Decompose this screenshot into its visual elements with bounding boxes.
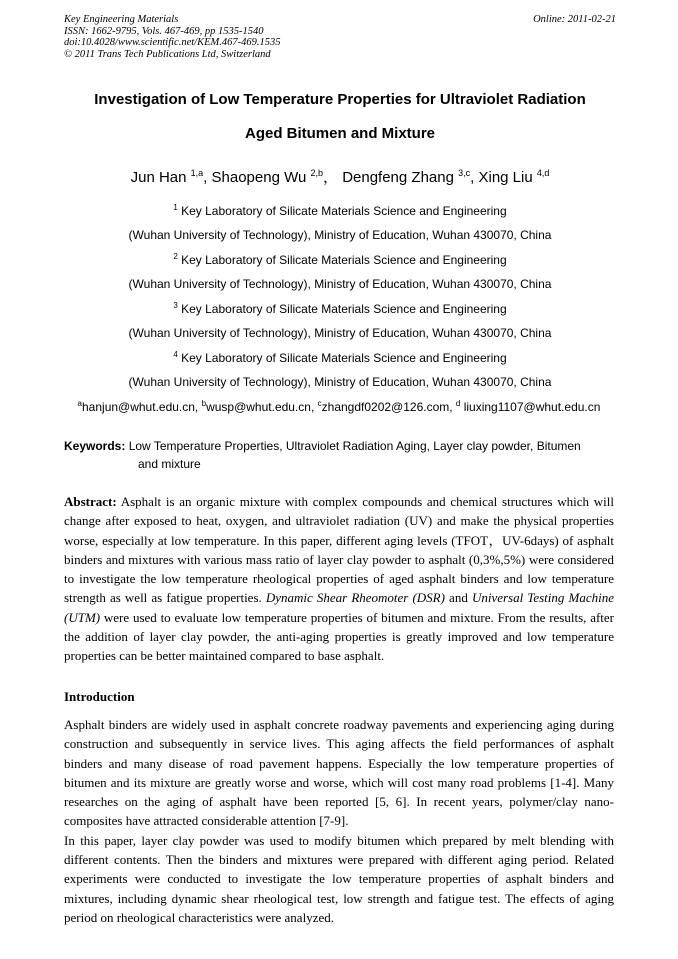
author-separator: ,	[470, 169, 479, 186]
email-b: wusp@whut.edu.cn,	[206, 400, 318, 414]
affiliation-4-line-1	[64, 350, 616, 365]
affiliation-number: 2	[173, 252, 178, 261]
affiliation-number: 1	[173, 203, 178, 212]
affiliation-text: Key Laboratory of Silicate Materials Science and Engineering	[181, 302, 507, 316]
author-name: Xing Liu	[478, 169, 533, 186]
author-affil-mark: 1,a	[190, 168, 204, 178]
author-list	[64, 166, 616, 187]
copyright-line: © 2011 Trans Tech Publications Ltd, Switzerland	[64, 48, 271, 60]
affiliation-text: Key Laboratory of Silicate Materials Science and Engineering	[181, 253, 507, 267]
abstract-label: Abstract:	[64, 494, 117, 509]
email-c: zhangdf0202@126.com,	[321, 400, 456, 414]
affiliation-1-line-2: (Wuhan University of Technology), Ministry of Education, Wuhan 430070, China	[128, 228, 552, 242]
affiliation-4-line-2: (Wuhan University of Technology), Ministry of Education, Wuhan 430070, China	[128, 375, 552, 389]
journal-header	[64, 14, 616, 60]
email-a: hanjun@whut.edu.cn,	[82, 400, 202, 414]
introduction-paragraph-1: Asphalt binders are widely used in asphalt concrete roadway pavements and experiencing aging during construction and subsequently in service lives. This aging affects the field performances of asphalt binders and many disease of road pavement happens. Especially the low temperature properties of bitumen and its mixture are greatly worse and worse, which will cost many road problems [1-4]. Many researches on the aging of asphalt have been reported [5, 6]. In recent years, polymer/clay nano-composites have attracted considerable attention [7-9].	[64, 717, 614, 829]
affiliation-text: Key Laboratory of Silicate Materials Science and Engineering	[181, 204, 507, 218]
online-date: Online: 2011-02-21	[533, 14, 616, 25]
author-name: Dengfeng Zhang	[342, 169, 454, 186]
doi-line: doi:10.4028/www.scientific.net/KEM.467-469.1535	[64, 37, 281, 48]
abstract-section	[64, 492, 614, 666]
affiliation-3-line-2: (Wuhan University of Technology), Ministry of Education, Wuhan 430070, China	[128, 326, 552, 340]
affiliation-number: 3	[173, 301, 178, 310]
author-name: Shaopeng Wu	[211, 169, 307, 186]
abstract-text-continued: were used to evaluate low temperature properties of bitumen and mixture. From the results, after the addition of layer clay powder, the anti-aging properties is greatly improved and low temperature properties can be better maintained compared to base asphalt.	[64, 609, 614, 664]
affiliation-text: Key Laboratory of Silicate Materials Science and Engineering	[181, 351, 507, 365]
paper-title-line-2: Aged Bitumen and Mixture	[244, 125, 435, 142]
introduction-heading: Introduction	[64, 689, 135, 704]
author-affil-mark: 3,c	[458, 168, 471, 178]
author-name: Jun Han	[130, 169, 187, 186]
abstract-conjunction: and	[444, 590, 472, 606]
keywords-continuation: and mixture	[138, 457, 201, 471]
email-mark: a	[77, 399, 82, 408]
affiliation-number: 4	[173, 350, 178, 359]
affiliation-2-line-2: (Wuhan University of Technology), Ministry of Education, Wuhan 430070, China	[128, 277, 552, 291]
author-separator: ,	[203, 169, 212, 186]
keywords-text: Low Temperature Properties, Ultraviolet Radiation Aging, Layer clay powder, Bitumen	[125, 439, 581, 453]
email-mark: c	[317, 399, 322, 408]
abstract-dsr: Dynamic Shear Rheomoter (DSR)	[265, 590, 445, 606]
author-separator: ，	[323, 169, 343, 186]
email-mark: b	[201, 399, 207, 408]
email-d: liuxing1107@whut.edu.cn	[460, 400, 601, 414]
keywords-label: Keywords:	[64, 439, 126, 453]
affiliation-1-line-1	[64, 203, 616, 218]
issn-line: ISSN: 1662-9795, Vols. 467-469, pp 1535-1540	[64, 25, 264, 37]
affiliation-3-line-1	[64, 301, 616, 316]
keywords-section	[64, 437, 614, 473]
abstract-text: Asphalt is an organic mixture with complex compounds and chemical structures which will change after exposed to heat, oxygen, and ultraviolet radiation (UV) and make the physical properties worse, especially at low temperature. In this paper, different aging levels (TFOT，UV-6days) of asphalt binders and mixtures with various mass ratio of layer clay powder to asphalt (0,3%,5%) were considered to investigate the low temperature rheological properties of aged asphalt binders and low temperature strength as well as fatigue properties.	[64, 494, 614, 606]
introduction-body	[64, 715, 614, 927]
journal-name: Key Engineering Materials	[64, 14, 179, 25]
author-emails	[50, 399, 628, 414]
abstract-utm: Universal Testing Machine (UTM)	[64, 590, 614, 625]
author-affil-mark: 2,b	[310, 168, 324, 178]
email-mark: d	[455, 399, 461, 408]
introduction-paragraph-2: In this paper, layer clay powder was used to modify bitumen which prepared by melt blending with different contents. Then the binders and mixtures were prepared with different aging period. Related experiments were conducted to investigate the low temperature properties of asphalt binders and mixtures, including dynamic shear rheological test, low strength and fatigue test. The effects of aging period on rheological characteristics were analyzed.	[64, 832, 614, 925]
affiliation-2-line-1	[64, 252, 616, 267]
author-affil-mark: 4,d	[536, 168, 550, 178]
paper-title-line-1: Investigation of Low Temperature Properties for Ultraviolet Radiation	[94, 91, 586, 108]
